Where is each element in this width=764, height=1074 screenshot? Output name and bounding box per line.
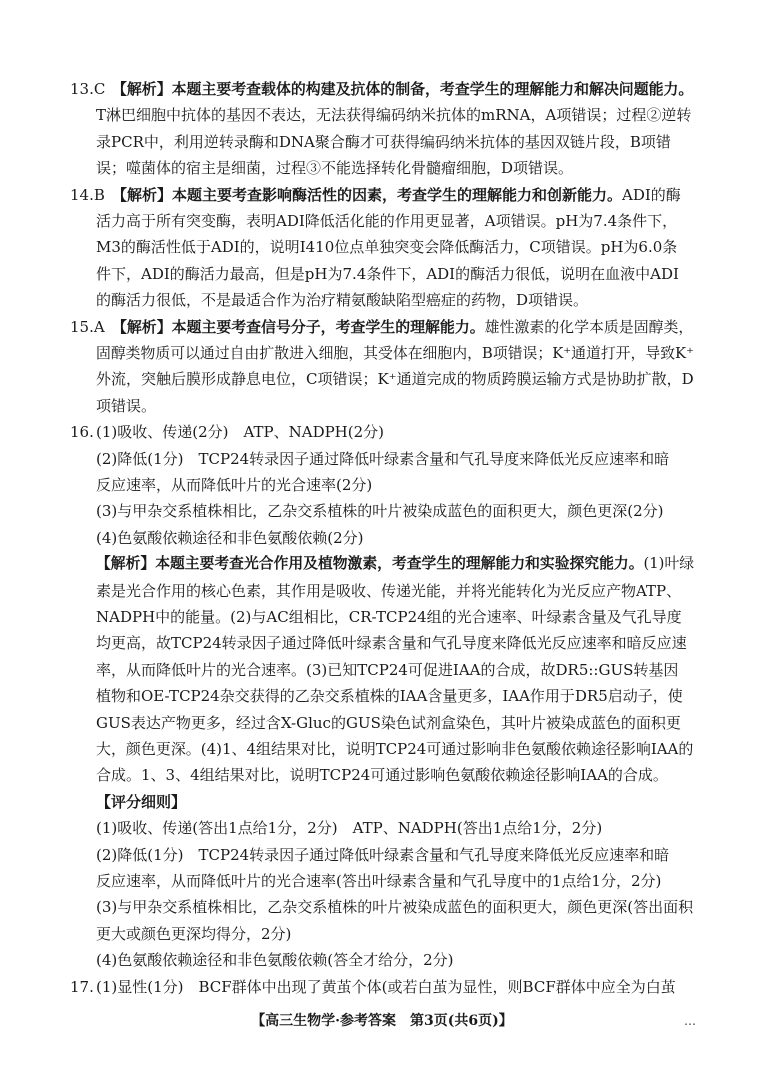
text-run: ADI的酶 [622, 185, 681, 204]
text-run: 素是光合作用的核心色素，其作用是吸收、传递光能，并将光能转化为光反应产物ATP、 [96, 581, 682, 600]
question-number: 17. [70, 977, 94, 996]
bold-run: 【解析】本题主要考查信号分子，考查学生的理解能力。 [112, 317, 485, 336]
line-text [96, 340, 694, 366]
line-text [96, 630, 687, 656]
line-text [112, 182, 681, 208]
line-text [96, 155, 573, 181]
line-text [96, 815, 602, 841]
bold-run: 【解析】本题主要考查光合作用及植物激素，考查学生的理解能力和实验探究能力。 [96, 555, 644, 573]
text-run: (2)降低(1分) TCP24转录因子通过降低叶绿素含量和气孔导度来降低光反应速率和暗 [96, 845, 670, 864]
text-run: 率，从而降低叶片的光合速率。(3)已知TCP24可促进IAA的合成，故DR5::GUS转基因 [96, 660, 679, 679]
text-run: 录PCR中，利用逆转录酶和DNA聚合酶才可获得编码纳米抗体的基因双链片段，B项错 [96, 132, 671, 151]
line-text [96, 657, 678, 683]
line-text [112, 314, 693, 340]
question-number: 14.B [70, 185, 105, 204]
line-text [96, 921, 291, 947]
bold-run: 【解析】本题主要考查载体的构建及抗体的制备，考查学生的理解能力和解决问题能力。 [112, 80, 694, 98]
line-text [96, 446, 669, 472]
text-run: NADPH中的能量。(2)与AC组相比，CR-TCP24组的光合速率、叶绿素含量及气孔导度 [96, 608, 682, 626]
question-number: 15.A [70, 317, 105, 336]
text-run: 合成。1、3、4组结果对比，说明TCP24可通过影响色氨酸依赖途径影响IAA的合成。 [96, 766, 668, 785]
line-text [96, 710, 681, 736]
line-text [96, 604, 682, 630]
text-run: (1)叶绿 [643, 555, 695, 573]
line-text [96, 736, 693, 762]
line-text [96, 868, 661, 894]
text-run: 更大或颜色更深均得分，2分) [96, 924, 292, 943]
line-text [96, 208, 677, 234]
line-text [96, 393, 156, 419]
text-run: (4)色氨酸依赖途径和非色氨酸依赖(2分) [96, 528, 364, 547]
text-run: (2)降低(1分) TCP24转录因子通过降低叶绿素含量和气孔导度来降低光反应速率和暗 [96, 449, 670, 468]
line-text [96, 287, 588, 313]
line-text [96, 947, 454, 973]
text-run: (3)与甲杂交系植株相比，乙杂交系植株的叶片被染成蓝色的面积更大，颜色更深(2分) [96, 502, 664, 521]
line-text [96, 842, 669, 868]
corner-mark: … [684, 1014, 696, 1028]
page-footer: 【高三生物学·参考答案 第3页(共6页)】 [251, 1013, 513, 1029]
line-text [96, 498, 664, 524]
line-text [96, 129, 671, 155]
line-text [96, 894, 693, 920]
question-number: 13.C [70, 80, 106, 98]
line-text [96, 419, 384, 445]
line-text [96, 472, 372, 498]
text-run: 的酶活力很低，不是最适合作为治疗精氨酸缺陷型癌症的药物，D项错误。 [96, 291, 589, 310]
text-run: 均更高，故TCP24转录因子通过降低叶绿素含量和气孔导度来降低光反应速率和暗反应速 [96, 634, 687, 653]
bold-run: 【解析】本题主要考查影响酶活性的因素，考查学生的理解能力和创新能力。 [112, 185, 623, 204]
line-text [96, 683, 683, 709]
text-run: M3的酶活性低于ADI的，说明I410位点单独突变会降低酶活力，C项错误。pH为6.0条 [96, 238, 678, 257]
text-run: 反应速率，从而降低叶片的光合速率(2分) [96, 476, 373, 494]
text-run: 大，颜色更深。(4)1、4组结果对比，说明TCP24可通过影响非色氨酸依赖途径影响IAA的 [96, 740, 694, 758]
line-text [96, 366, 694, 392]
line-text [96, 261, 679, 287]
text-run: (1)吸收、传递(答出1点给1分，2分) ATP、NADPH(答出1点给1分，2分) [96, 819, 603, 838]
text-run: (4)色氨酸依赖途径和非色氨酸依赖(答全才给分，2分) [96, 951, 454, 970]
text-run: 件下，ADI的酶活力最高，但是pH为7.4条件下，ADI的酶活力很低，说明在血液中ADI [96, 264, 679, 283]
bold-run: 【评分细则】 [96, 792, 187, 811]
text-run: 误；噬菌体的宿主是细菌，过程③不能选择转化骨髓瘤细胞，D项错误。 [96, 159, 574, 178]
text-run: 项错误。 [96, 396, 157, 415]
text-run: 外流，突触后膜形成静息电位，C项错误；K⁺通道完成的物质跨膜运输方式是协助扩散，D [96, 370, 694, 389]
text-run: (3)与甲杂交系植株相比，乙杂交系植株的叶片被染成蓝色的面积更大，颜色更深(答出面积 [96, 898, 694, 917]
line-text [96, 525, 364, 551]
text-run: 反应速率，从而降低叶片的光合速率(答出叶绿素含量和气孔导度中的1点给1分，2分) [96, 872, 662, 890]
line-text [96, 578, 681, 604]
text-run: 植物和OE-TCP24杂交获得的乙杂交系植株的IAA含量更多，IAA作用于DR5启动子，使 [96, 687, 683, 706]
text-run: GUS表达产物更多，经过含X-Gluc的GUS染色试剂盒染色，其叶片被染成蓝色的面积更 [96, 713, 681, 732]
line-text [96, 551, 694, 577]
question-number: 16. [70, 423, 94, 442]
text-run: 固醇类物质可以通过自由扩散进入细胞，其受体在细胞内，B项错误；K⁺通道打开，导致K⁺ [96, 344, 694, 362]
line-text [96, 762, 668, 788]
text-run: (1)显性(1分) BCF群体中出现了黄茧个体(或若白茧为显性，则BCF群体中应全为白茧 [96, 977, 676, 996]
line-text [96, 102, 691, 128]
line-text [112, 76, 693, 102]
line-text [96, 974, 676, 1000]
line-text [96, 789, 186, 815]
text-run: T淋巴细胞中抗体的基因不表达，无法获得编码纳米抗体的mRNA，A项错误；过程②逆转 [96, 106, 692, 125]
line-text [96, 234, 677, 260]
text-run: 雄性激素的化学本质是固醇类， [484, 317, 694, 336]
text-run: (1)吸收、传递(2分) ATP、NADPH(2分) [96, 423, 385, 442]
text-run: 活力高于所有突变酶，表明ADI降低活化能的作用更显著，A项错误。pH为7.4条件下， [96, 212, 678, 230]
